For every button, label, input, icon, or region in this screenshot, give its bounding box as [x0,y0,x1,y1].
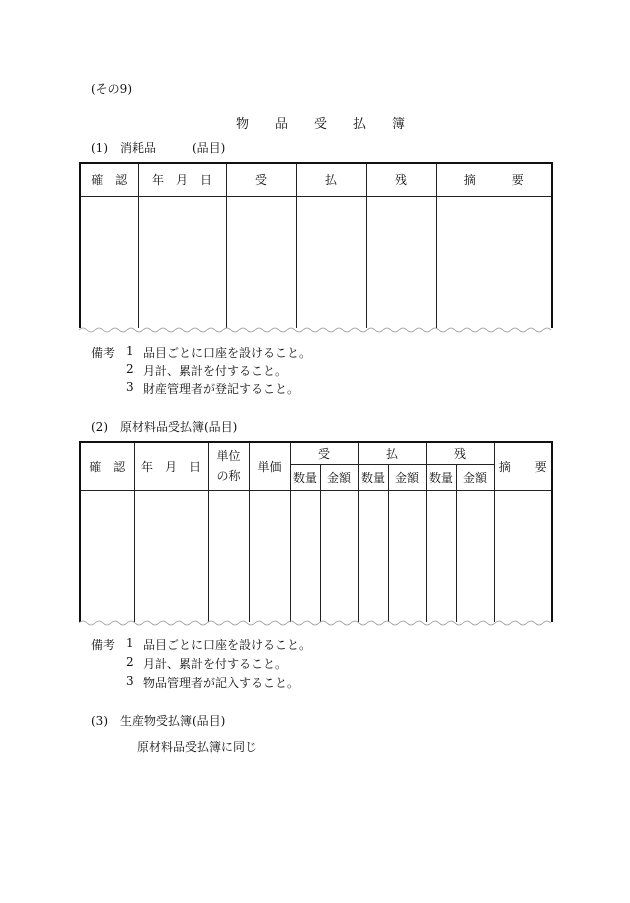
table-cell [494,490,552,622]
col-remarks: 摘 要 [494,442,552,490]
notes-label: 備考 [91,638,116,652]
note-number: 1 [126,344,134,358]
note-number: 1 [126,636,134,650]
col-receive-amount: 金額 [320,464,358,490]
table-break-wave [79,619,551,627]
section3-body: 原材料品受払簿に同じ [137,740,258,754]
note-text: 品目ごとに口座を設けること。 [143,638,312,652]
col-confirm: 確 認 [80,163,138,196]
note-text: 月計、累計を付すること。 [143,657,288,671]
table-cell [134,490,208,622]
table-cell [296,196,366,328]
col-unit-price: 単価 [249,442,290,490]
note-text: 月計、累計を付すること。 [143,364,288,378]
table-cell [80,490,134,622]
table-cell [80,196,138,328]
section2-heading: (2) 原材料品受払簿(品目) [91,420,238,434]
col-pay-qty: 数量 [358,464,388,490]
table-cell [249,490,290,622]
col-remarks: 摘 要 [436,163,552,196]
note-text: 品目ごとに口座を設けること。 [143,346,312,360]
col-date: 年 月 日 [134,442,208,490]
col-confirm: 確 認 [80,442,134,490]
table-break-wave [79,326,551,334]
table-cell [358,490,388,622]
table-cell [366,196,436,328]
table-cell [290,490,320,622]
table-cell [320,490,358,622]
col-balance: 残 [426,442,494,464]
col-balance-qty: 数量 [426,464,456,490]
table-cell [388,490,426,622]
note-text: 財産管理者が登記すること。 [143,382,300,396]
col-balance-amount: 金額 [456,464,494,490]
col-receive: 受 [226,163,296,196]
header-label: (その9) [91,82,132,96]
notes-label: 備考 [91,346,116,360]
col-receive-qty: 数量 [290,464,320,490]
section3-heading: (3) 生産物受払簿(品目) [91,714,226,728]
note-number: 3 [126,380,134,394]
table-cell [226,196,296,328]
col-balance: 残 [366,163,436,196]
table-cell [138,196,226,328]
col-unit-name: 単位 の称 [208,442,249,490]
note-number: 3 [126,674,134,688]
note-number: 2 [126,362,134,376]
col-date: 年 月 日 [138,163,226,196]
table-cell [426,490,456,622]
section2-table [79,441,553,622]
table-cell [208,490,249,622]
note-text: 物品管理者が記入すること。 [143,676,300,690]
table-cell [456,490,494,622]
col-pay: 払 [358,442,426,464]
col-pay-amount: 金額 [388,464,426,490]
table-cell [436,196,552,328]
section1-table [79,162,553,328]
col-pay: 払 [296,163,366,196]
document-title: 物 品 受 払 簿 [236,117,406,132]
section1-heading: (1) 消耗品 (品目) [91,141,226,155]
col-receive: 受 [290,442,358,464]
note-number: 2 [126,655,134,669]
